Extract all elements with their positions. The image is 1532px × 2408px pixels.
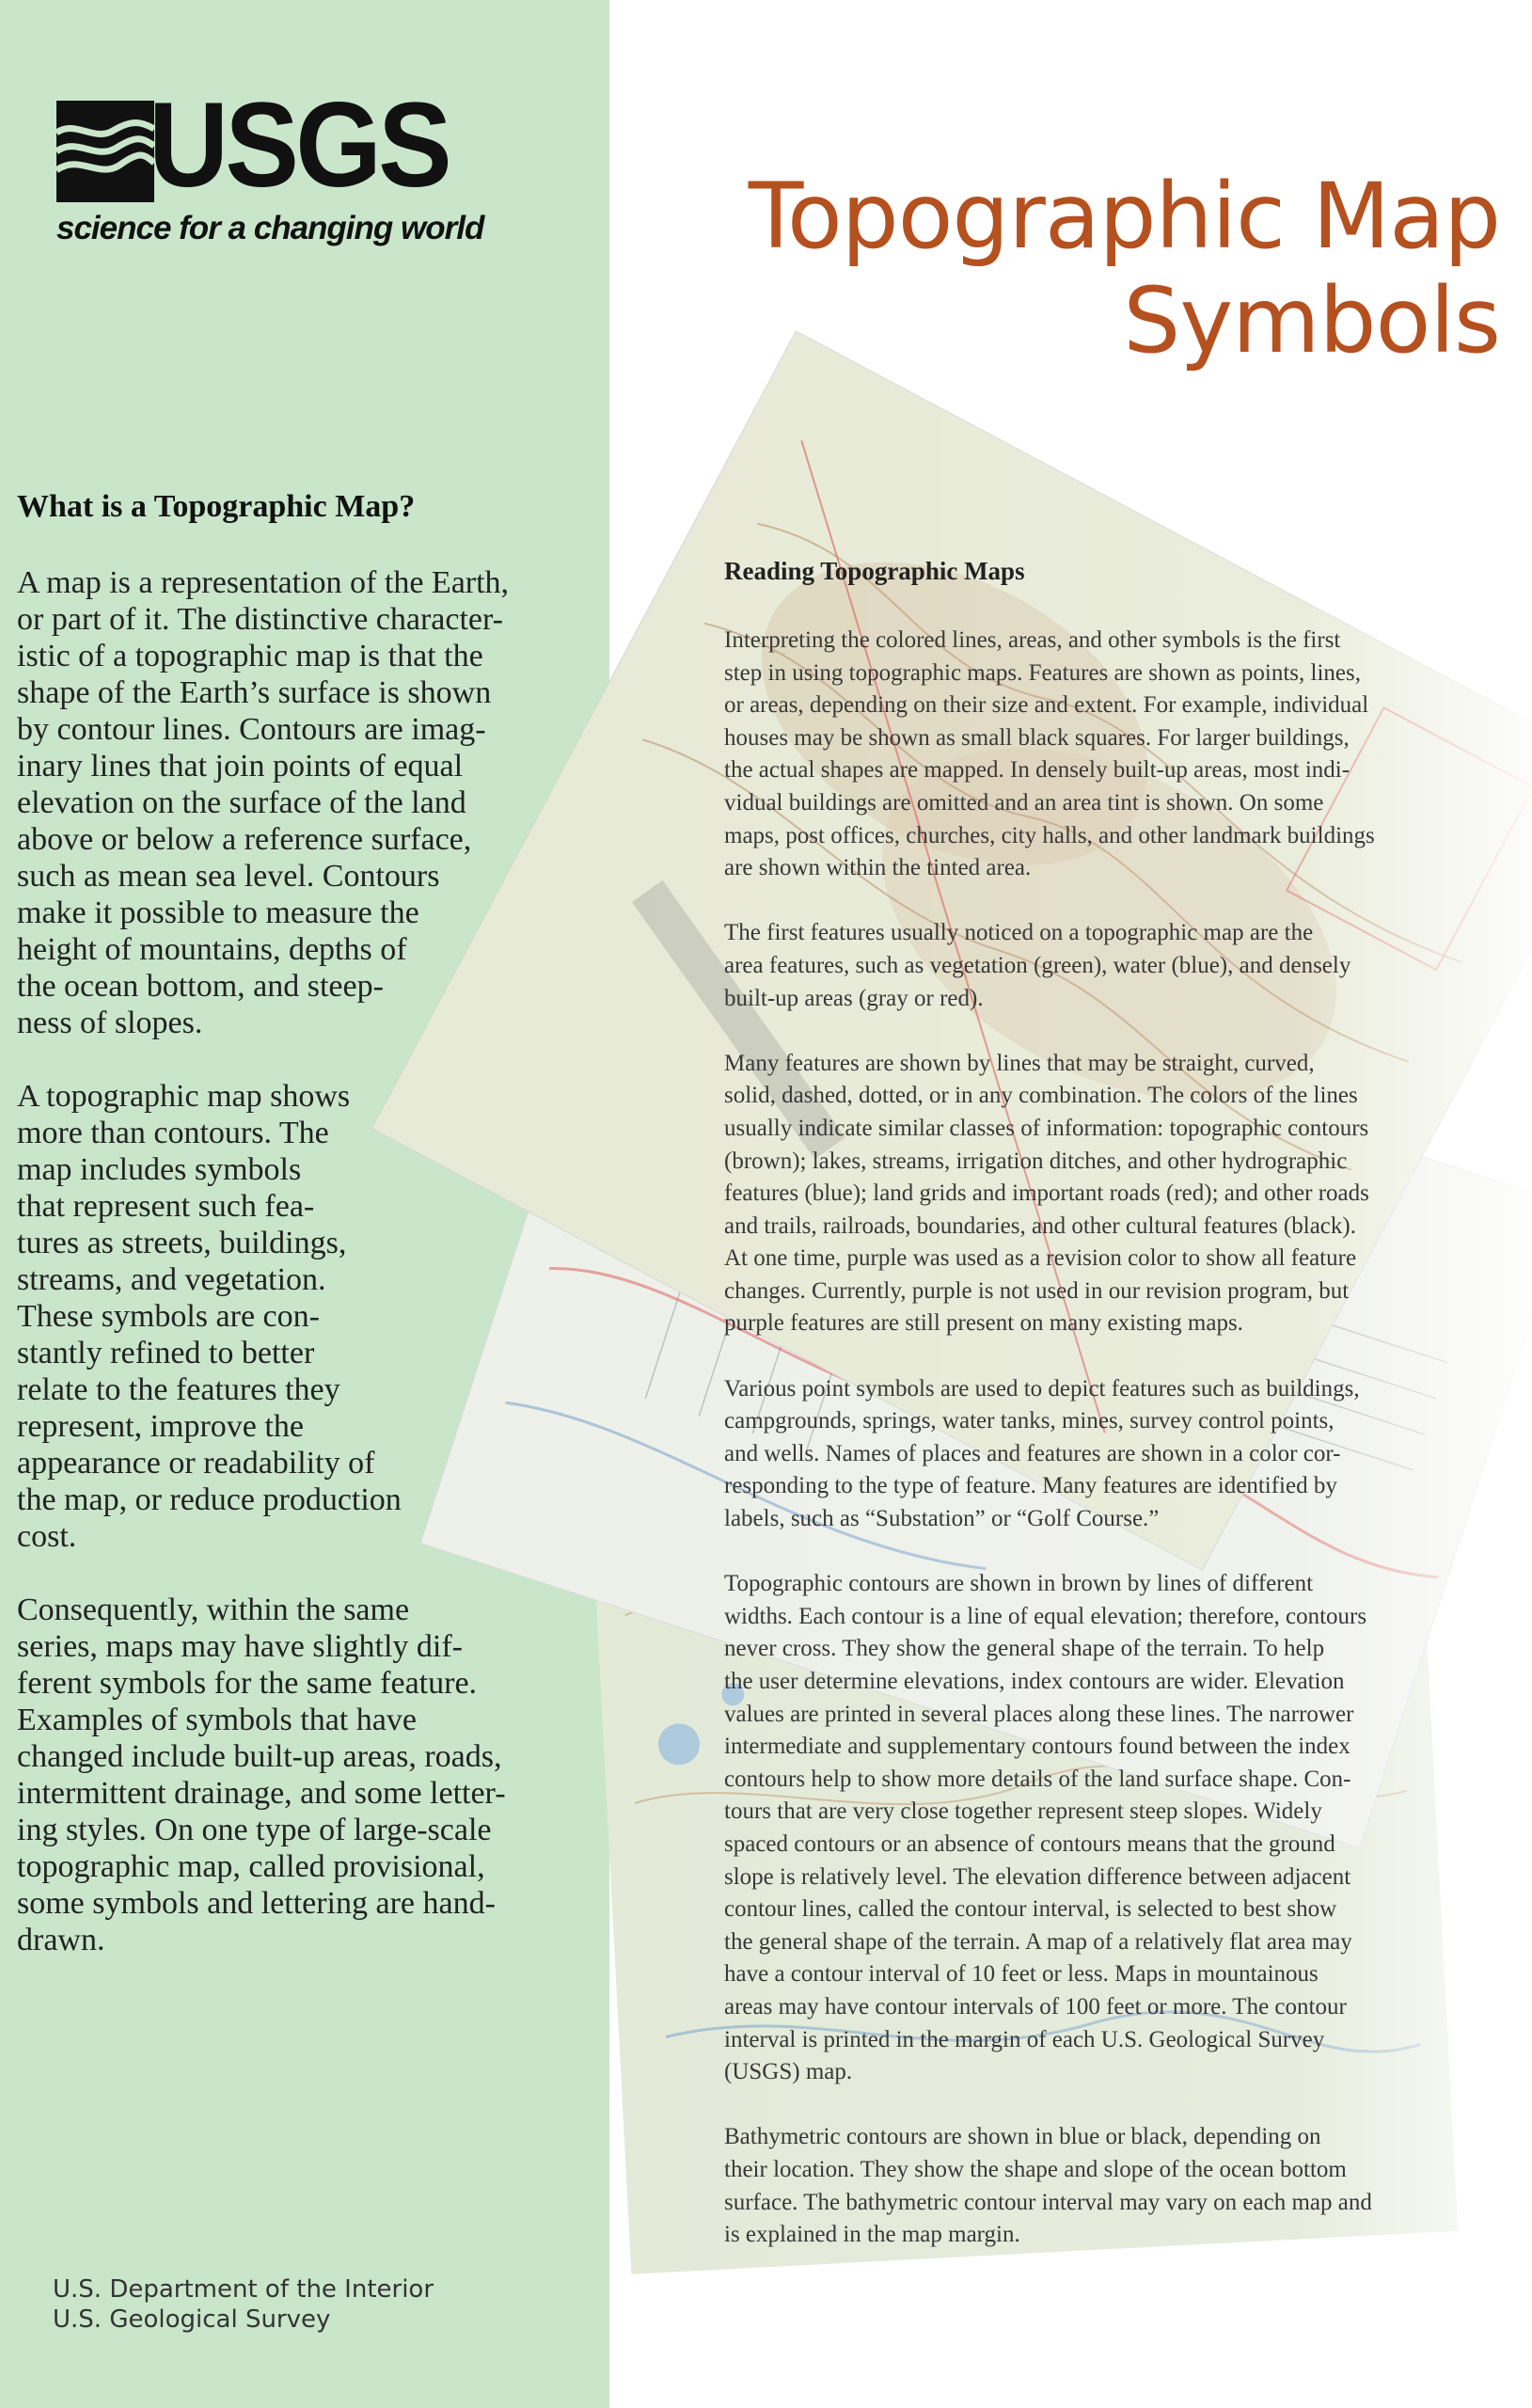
right-paragraph: Interpreting the colored lines, areas, and other symbols is the first step in using topographic maps. Features are shown as points, lines, or areas, depending on their size and extent. For example, individual houses may be shown as small black squares. For larger buildings, the actual shapes are mapped. In densely built-up areas, most indi- vidual buildings are omitted and an area tint is shown. On some maps, post offices, churches, city halls, and other landmark buildings are shown within the tinted area. bbox=[724, 627, 1375, 881]
left-paragraph: A topographic map shows more than contours. The map includes symbols that represent such fea- tures as streets, buildings, streams, and vegetation. These symbols are con- stantly refined to better relate to the features they represent, improve the appearance or readability of the map, or reduce production cost. bbox=[17, 1079, 402, 1554]
right-paragraph: Various point symbols are used to depict features such as buildings, campgrounds, springs, water tanks, mines, survey control points, and wells. Names of places and features are shown in a color cor- responding to the type of feature. Many features are identified by labels, such as “Substation” or “Golf Course.” bbox=[724, 1375, 1360, 1532]
footer-agency bbox=[53, 2274, 434, 2335]
usgs-logo bbox=[56, 78, 484, 249]
right-paragraph: The first features usually noticed on a topographic map are the area features, such as vegetation (green), water (blue), and densely built-up areas (gray or red). bbox=[724, 920, 1351, 1011]
footer-line-1: U.S. Department of the Interior bbox=[53, 2275, 434, 2304]
title-line-1: Topographic Map bbox=[748, 164, 1500, 269]
title-line-2: Symbols bbox=[1123, 268, 1500, 374]
right-paragraph: Many features are shown by lines that may be straight, curved, solid, dashed, dotted, or in any combination. The colors of the lines usually indicate similar classes of information: topographic contours (brown); lakes, streams, irrigation ditches, and other hydrographic features (blue); land grids and important roads (red); and other roads and trails, railroads, boundaries, and other cultural features (black). At one time, purple was used as a revision color to show all feature changes. Currently, purple is not used in our revision program, but purple features are still present on many existing maps. bbox=[724, 1050, 1369, 1337]
right-paragraph: Bathymetric contours are shown in blue or black, depending on their location. They show the shape and slope of the ocean bottom surface. The bathymetric contour interval may vary on each map and is explained in the map margin. bbox=[724, 2124, 1372, 2248]
left-paragraph: A map is a representation of the Earth, or part of it. The distinctive character- istic of a topographic map is that the shape of the Earth’s surface is shown by contour lines. Contours are imag- inary lines that join points of equal elevation on the surface of the land above or below a reference surface, such as mean sea level. Contours make it possible to measure the height of mountains, depths of the ocean bottom, and steep- ness of slopes. bbox=[17, 565, 510, 1040]
usgs-tagline: science for a changing world bbox=[56, 210, 484, 246]
left-paragraph: Consequently, within the same series, maps may have slightly dif- ferent symbols for the same feature. Examples of symbols that have changed include built-up areas, roads, intermittent drainage, and some letter- ing styles. On one type of large-scale topographic map, called provisional, some symbols and lettering are hand- drawn. bbox=[17, 1592, 506, 1957]
left-column bbox=[17, 489, 581, 1995]
page-title bbox=[654, 165, 1500, 374]
right-heading: Reading Topographic Maps bbox=[724, 557, 1025, 585]
right-paragraph: Topographic contours are shown in brown by lines of different widths. Each contour is a line of equal elevation; therefore, contours never cross. They show the general shape of the terrain. To help the user determine elevations, index contours are wider. Elevation values are printed in several places along these lines. The narrower intermediate and supplementary contours found between the index contours help to show more details of the land surface shape. Con- tours that are very close together represent steep slopes. Widely spaced contours or an absence of contours means that the ground slope is relatively level. The elevation difference between adjacent contour lines, called the contour interval, is selected to best show the general shape of the terrain. A map of a relatively flat area may have a contour interval of 10 feet or less. Maps in mountainous areas may have contour intervals of 100 feet or more. The contour interval is printed in the margin of each U.S. Geological Survey (USGS) map. bbox=[724, 1571, 1367, 2085]
usgs-wordmark: USGS bbox=[149, 78, 450, 213]
footer-line-2: U.S. Geological Survey bbox=[53, 2305, 331, 2334]
left-heading: What is a Topographic Map? bbox=[17, 489, 416, 524]
right-column bbox=[724, 557, 1495, 2284]
usgs-wave-icon bbox=[56, 101, 154, 202]
